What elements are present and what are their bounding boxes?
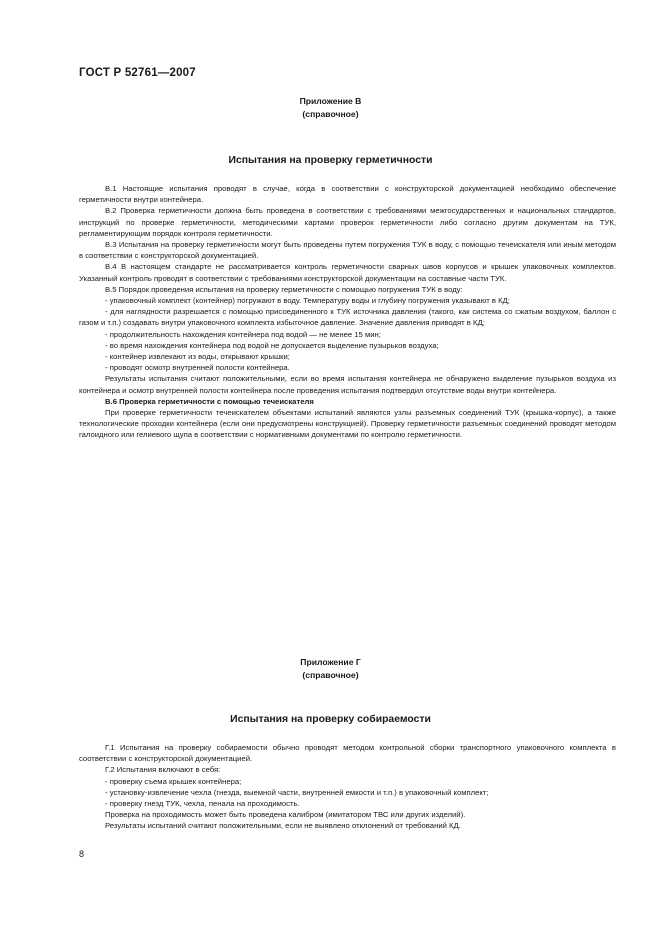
paragraph: - контейнер извлекают из воды, открывают крышки; (105, 352, 290, 362)
paragraph: - проверку съема крышек контейнера; (105, 776, 242, 786)
appendix-b-heading (0, 95, 661, 120)
paragraph: Результаты испытаний считают положительными, если не выявлено отклонений от требований КД. (105, 821, 461, 831)
paragraph: - проверку гнезд ТУК, чехла, пенала на проходимость. (105, 799, 300, 809)
appendix-g-label: Приложение Г (300, 657, 361, 667)
page-number: 8 (79, 849, 85, 859)
paragraph: В.1 Настоящие испытания проводят в случае, когда в соответствии с конструкторской документацией необходимо обеспечение герметичности внутри контейнера. (79, 184, 616, 205)
paragraph: Проверка на проходимость может быть проведена калибром (имитатором ТВС или других изделий). (105, 810, 466, 820)
paragraph: Г.1 Испытания на проверку собираемости обычно проводят методом контрольной сборки транспортного упаковочного комплекта в соответствии с конструкторской документацией. (79, 743, 616, 764)
paragraph: - упаковочный комплект (контейнер) погружают в воду. Температуру воды и глубину погружения указывают в КД; (105, 296, 510, 306)
paragraph: В.3 Испытания на проверку герметичности могут быть проведены путем погружения ТУК в воду, с помощью течеискателя или иным методом в соответствии с конструкторской документацией. (79, 240, 616, 261)
document-header: ГОСТ Р 52761—2007 (79, 67, 196, 79)
paragraph: В.2 Проверка герметичности должна быть проведена в соответствии с требованиями межгосударственных и национальных стандартов, инструкций по проверке герметичности, методическими картами проверок герметичности либо согласно другим документам на ТУК, регламентирующим порядок контроля герметичности. (79, 206, 616, 238)
appendix-b-note: (справочное) (302, 108, 359, 119)
appendix-g-note: (справочное) (302, 669, 359, 680)
paragraph: Г.2 Испытания включают в себя: (105, 765, 221, 775)
appendix-b-title: Испытания на проверку герметичности (228, 155, 433, 166)
appendix-b-label: Приложение В (299, 96, 362, 106)
paragraph: В.5 Порядок проведения испытания на проверку герметичности с помощью погружения ТУК в воду: (105, 284, 463, 294)
paragraph: При проверке герметичности течеискателем объектами испытаний являются узлы разъемных соединений ТУК (крышка-корпус), а также технологические проходки контейнера (если они предусмотрены конструкцией). Проверку герметичности разъемных соединений проводят методом галоидного или гелиевого щупа в соответствии с нормативными документами по контролю герметичности. (79, 408, 616, 440)
paragraph: - для наглядности разрешается с помощью присоединенного к ТУК источника давления (такого, как система со сжатым воздухом, баллон с газом и т.п.) создавать внутри упаковочного комплекта избыточное давление. Значение давления приводят в КД; (79, 307, 616, 328)
paragraph: - во время нахождения контейнера под водой не допускается выделение пузырьков воздуха; (105, 340, 439, 350)
paragraph: В.4 В настоящем стандарте не рассматривается контроль герметичности сварных швов корпусов и крышек упаковочных комплектов. Указанный контроль проводят в соответствии с требованиями конструкторской документации на составные части ТУК. (79, 262, 616, 283)
appendix-g-heading (0, 656, 661, 681)
appendix-g-body (79, 742, 616, 832)
appendix-g-title: Испытания на проверку собираемости (230, 714, 431, 725)
paragraph: - установку-извлечение чехла (гнезда, выемной части, внутренней емкости и т.п.) в упаковочный комплект; (105, 787, 489, 797)
paragraph: Результаты испытания считают положительными, если во время испытания контейнера не обнаружено выделение пузырьков воздуха из контейнера и осмотр внутренней полости контейнера после проведения испытания подтвердил отсутствие воды внутри контейнера. (79, 374, 616, 395)
paragraph: В.6 Проверка герметичности с помощью течеискателя (105, 396, 314, 406)
paragraph: - продолжительность нахождения контейнера под водой — не менее 15 мин; (105, 329, 381, 339)
appendix-b-body (79, 183, 616, 441)
paragraph: - проводят осмотр внутренней полости контейнера. (105, 363, 290, 373)
